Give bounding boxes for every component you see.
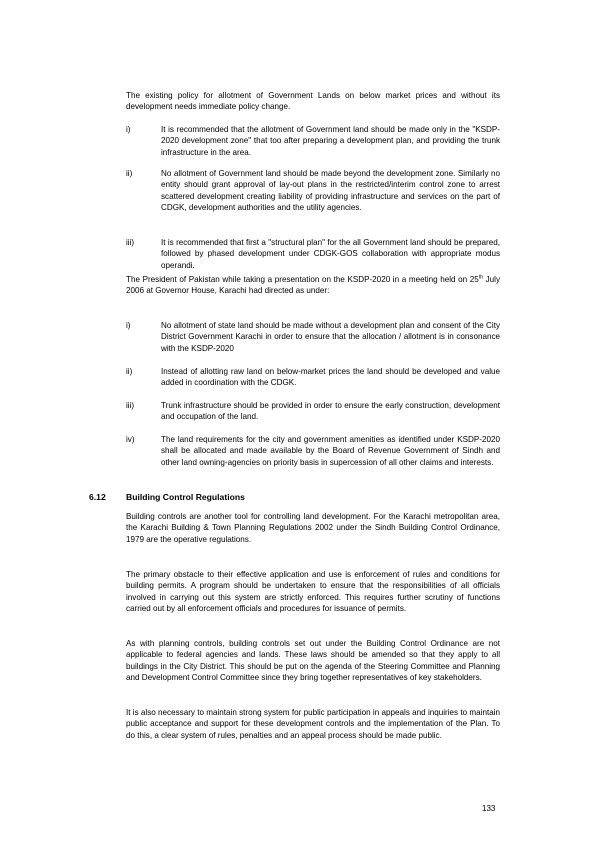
item-number: iii) — [126, 401, 135, 410]
item-number: iv) — [126, 435, 135, 444]
item-text: No allotment of Government land should be made beyond the development zone. Similarly no entity should grant approval of lay-out plans in the restricted/interim control zone to arrest scattered development creating liability of providing infrastructure and services on the part of CDGK, development authorities and the utility agencies. — [161, 169, 500, 213]
president-paragraph — [126, 274, 500, 297]
item-text: No allotment of state land should be made without a development plan and consent of the City District Government Karachi in order to ensure that the allocation / allotment is in consonance with the KSDP-2020 — [161, 321, 500, 353]
item-number: i) — [126, 125, 131, 134]
section-number: 6.12 — [89, 492, 106, 502]
item-text: The land requirements for the city and government amenities as identified under KSDP-2020 shall be allocated and made available by the Board of Revenue Government of Sindh and other land owning-agencies on priority basis in supercession of all other claims and interests. — [161, 435, 500, 467]
section-paragraph: Building controls are another tool for controlling land development. For the Karachi metropolitan area, the Karachi Building & Town Planning Regulations 2002 under the Sindh Building Control Ordinance, 1979 are the operative regulations. — [126, 512, 500, 544]
section-paragraph: As with planning controls, building controls set out under the Building Control Ordinance are not applicable to federal agencies and lands. These laws should be amended so that they apply to all buildings in the City District. This should be put on the agenda of the Steering Committee and Planning and Development Control Committee since they bring together representatives of key stakeholders. — [126, 639, 500, 683]
item-number: ii) — [126, 367, 133, 376]
intro-paragraph: The existing policy for allotment of Government Lands on below market prices and without its development needs immediate policy change. — [126, 91, 500, 112]
president-text-start: The President of Pakistan while taking a presentation on the KSDP-2020 in a meeting held on 25 — [126, 275, 479, 284]
section-title: Building Control Regulations — [126, 492, 245, 502]
item-number: ii) — [126, 169, 133, 178]
item-text: Trunk infrastructure should be provided in order to ensure the early construction, development and occupation of the land. — [161, 401, 500, 422]
section-paragraph: The primary obstacle to their effective application and use is enforcement of rules and conditions for building permits. A program should be undertaken to ensure that the responsibilities of all officials involved in carrying out this system are strictly enforced. This requires further scrutiny of functions carried out by all enforcement officials and procedures for issuance of permits. — [126, 570, 500, 614]
item-text: It is recommended that the allotment of Government land should be made only in the "KSDP-2020 development zone" that too after preparing a development plan, and providing the trunk infrastructure in the area. — [161, 125, 500, 157]
president-text-end: July 2006 at Governor House, Karachi had directed as under: — [126, 275, 500, 296]
date-ordinal-suffix: th — [478, 274, 483, 281]
item-text: Instead of allotting raw land on below-market prices the land should be developed and value added in coordination with the CDGK. — [161, 367, 500, 388]
item-number: iii) — [126, 238, 135, 247]
page-number: 133 — [482, 804, 496, 813]
item-number: i) — [126, 321, 131, 330]
item-text: It is recommended that first a "structural plan" for the all Government land should be prepared, followed by phased development under CDGK-GOS collaboration with appropriate modus operandi. — [161, 238, 500, 270]
section-paragraph: It is also necessary to maintain strong system for public participation in appeals and inquiries to maintain public acceptance and support for these development controls and the implementation of the Plan. To do this, a clear system of rules, penalties and an appeal process should be made public. — [126, 708, 500, 740]
